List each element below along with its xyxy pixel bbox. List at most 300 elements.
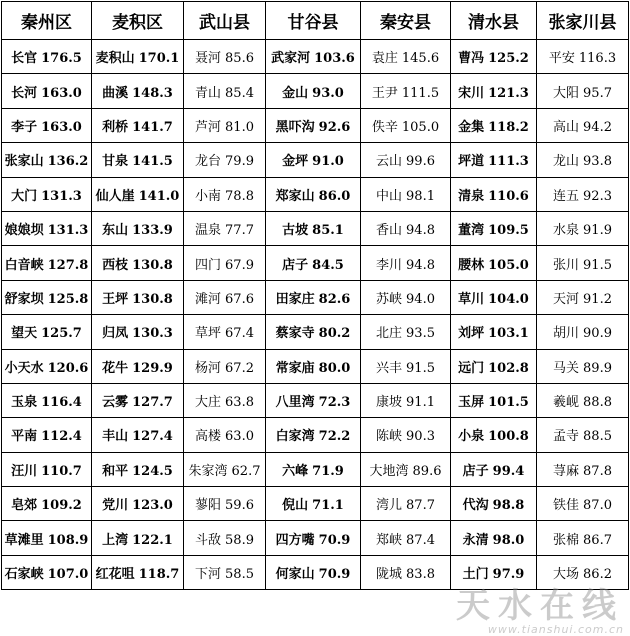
rainfall-value: 80.0 xyxy=(318,360,351,376)
rainfall-value: 123.0 xyxy=(132,498,173,514)
station-name: 袁庄 xyxy=(371,51,398,67)
station-name: 香山 xyxy=(376,223,403,239)
rainfall-value: 99.6 xyxy=(406,154,435,170)
station-name: 小南 xyxy=(195,188,222,204)
station-name: 舒家坝 xyxy=(4,291,44,307)
station-name: 兴丰 xyxy=(376,360,403,376)
table-cell xyxy=(266,349,361,383)
station-name: 杨河 xyxy=(195,360,222,376)
table-row xyxy=(2,211,629,245)
rainfall-value: 58.9 xyxy=(225,532,254,548)
table-cell xyxy=(92,452,184,486)
station-name: 六峰 xyxy=(282,463,309,479)
station-name: 八里湾 xyxy=(275,395,315,411)
rainfall-value: 107.0 xyxy=(47,567,89,583)
table-cell xyxy=(451,452,537,486)
station-name: 温泉 xyxy=(195,223,222,239)
table-cell xyxy=(361,211,451,245)
rainfall-value: 136.2 xyxy=(47,154,89,170)
rainfall-value: 101.5 xyxy=(488,395,529,411)
rainfall-value: 86.0 xyxy=(318,188,351,204)
station-name: 陇城 xyxy=(376,567,403,583)
station-name: 金坪 xyxy=(282,154,309,170)
rainfall-value: 141.7 xyxy=(132,119,173,135)
rainfall-value: 67.6 xyxy=(225,291,254,307)
rainfall-value: 98.1 xyxy=(406,188,435,204)
rainfall-value: 90.9 xyxy=(583,326,612,342)
table-cell xyxy=(92,74,184,108)
station-name: 龙山 xyxy=(553,154,580,170)
table-row xyxy=(2,40,629,74)
station-name: 永清 xyxy=(462,532,489,548)
station-name: 天河 xyxy=(553,291,580,307)
table-body xyxy=(2,40,629,590)
table-cell xyxy=(92,555,184,589)
table-cell xyxy=(451,177,537,211)
station-name: 陈峡 xyxy=(376,429,403,445)
station-name: 黑吓沟 xyxy=(275,119,315,135)
station-name: 白音峡 xyxy=(4,257,44,273)
rainfall-value: 127.8 xyxy=(47,257,89,273)
table-cell xyxy=(184,452,266,486)
rainfall-value: 85.6 xyxy=(225,51,254,67)
rainfall-value: 104.0 xyxy=(488,291,529,307)
rainfall-value: 95.7 xyxy=(583,85,612,101)
table-cell xyxy=(2,177,92,211)
table-cell xyxy=(2,521,92,555)
header-qinan: 秦安县 xyxy=(361,2,451,40)
table-cell xyxy=(266,74,361,108)
table-cell xyxy=(451,143,537,177)
station-name: 腰林 xyxy=(458,257,485,273)
station-name: 滩河 xyxy=(195,291,222,307)
table-cell xyxy=(537,452,629,486)
table-cell xyxy=(266,280,361,314)
table-cell xyxy=(266,143,361,177)
rainfall-value: 125.8 xyxy=(47,291,89,307)
table-cell xyxy=(184,383,266,417)
rainfall-value: 82.6 xyxy=(318,291,351,307)
table-cell xyxy=(266,40,361,74)
station-name: 佚辛 xyxy=(371,119,398,135)
watermark-url: www.tianshui.com.cn xyxy=(487,623,624,636)
table-row xyxy=(2,280,629,314)
rainfall-value: 71.9 xyxy=(312,463,344,479)
table-row xyxy=(2,246,629,280)
station-name: 大阳 xyxy=(553,85,580,101)
table-cell xyxy=(361,487,451,521)
table-cell xyxy=(361,280,451,314)
station-name: 荨麻 xyxy=(553,463,580,479)
rainfall-value: 89.6 xyxy=(412,463,442,479)
rainfall-value: 111.3 xyxy=(488,154,529,170)
table-cell xyxy=(537,74,629,108)
station-name: 草坪 xyxy=(195,326,222,342)
rainfall-value: 59.6 xyxy=(225,498,254,514)
station-name: 汪川 xyxy=(11,463,38,479)
table-cell xyxy=(537,418,629,452)
table-row xyxy=(2,487,629,521)
rainfall-value: 94.8 xyxy=(406,257,435,273)
station-name: 仙人崖 xyxy=(95,188,135,204)
rainfall-table xyxy=(1,1,629,590)
table-cell xyxy=(184,315,266,349)
table-cell xyxy=(266,315,361,349)
rainfall-value: 91.9 xyxy=(583,223,612,239)
table-row xyxy=(2,418,629,452)
rainfall-value: 92.6 xyxy=(318,119,351,135)
station-name: 花牛 xyxy=(102,360,129,376)
rainfall-value: 85.4 xyxy=(225,85,254,101)
table-cell xyxy=(451,246,537,280)
station-name: 常家庙 xyxy=(275,360,315,376)
station-name: 平南 xyxy=(11,429,38,445)
rainfall-value: 176.5 xyxy=(41,51,82,67)
table-cell xyxy=(361,40,451,74)
table-cell xyxy=(266,108,361,142)
table-cell xyxy=(451,418,537,452)
table-cell xyxy=(2,555,92,589)
rainfall-value: 91.5 xyxy=(583,257,612,273)
rainfall-value: 97.9 xyxy=(492,567,525,583)
station-name: 曲溪 xyxy=(102,85,129,101)
station-name: 宋川 xyxy=(458,85,485,101)
station-name: 娘娘坝 xyxy=(4,223,44,239)
table-cell xyxy=(361,349,451,383)
table-cell xyxy=(92,521,184,555)
station-name: 朱家湾 xyxy=(188,463,228,479)
station-name: 李子 xyxy=(11,119,38,135)
station-name: 羲岘 xyxy=(553,395,580,411)
station-name: 石家峡 xyxy=(4,567,44,583)
rainfall-value: 103.6 xyxy=(314,51,355,67)
table-row xyxy=(2,452,629,486)
rainfall-value: 110.7 xyxy=(41,463,82,479)
table-cell xyxy=(451,555,537,589)
table-cell xyxy=(451,349,537,383)
rainfall-value: 83.8 xyxy=(406,567,435,583)
station-name: 玉泉 xyxy=(11,395,38,411)
table-cell xyxy=(537,246,629,280)
table-cell xyxy=(537,555,629,589)
table-cell xyxy=(184,143,266,177)
station-name: 郑家山 xyxy=(275,188,315,204)
table-cell xyxy=(184,177,266,211)
table-row xyxy=(2,521,629,555)
table-cell xyxy=(361,108,451,142)
header-qingshui: 清水县 xyxy=(451,2,537,40)
header-wushan: 武山县 xyxy=(184,2,266,40)
watermark-text: 天水在线 xyxy=(456,586,624,626)
rainfall-value: 163.0 xyxy=(41,85,82,101)
table-cell xyxy=(361,452,451,486)
station-name: 张川 xyxy=(553,257,580,273)
station-name: 丰山 xyxy=(102,429,129,445)
table-cell xyxy=(92,315,184,349)
rainfall-value: 130.3 xyxy=(132,326,173,342)
rainfall-value: 99.4 xyxy=(492,463,525,479)
rainfall-value: 71.1 xyxy=(312,498,344,514)
rainfall-value: 67.4 xyxy=(225,326,254,342)
station-name: 云山 xyxy=(376,154,403,170)
rainfall-value: 133.9 xyxy=(132,223,173,239)
table-cell xyxy=(537,315,629,349)
station-name: 倪山 xyxy=(282,498,309,514)
table-cell xyxy=(92,383,184,417)
table-cell xyxy=(184,418,266,452)
station-name: 胡川 xyxy=(553,326,580,342)
rainfall-value: 84.5 xyxy=(312,257,344,273)
table-cell xyxy=(266,521,361,555)
table-cell xyxy=(2,315,92,349)
station-name: 苏峡 xyxy=(376,291,403,307)
station-name: 芦河 xyxy=(195,119,222,135)
header-row xyxy=(2,2,629,40)
rainfall-value: 121.3 xyxy=(488,85,529,101)
table-cell xyxy=(537,383,629,417)
station-name: 王尹 xyxy=(371,85,398,101)
table-cell xyxy=(2,211,92,245)
table-cell xyxy=(2,108,92,142)
rainfall-value: 77.7 xyxy=(225,223,254,239)
station-name: 斗敌 xyxy=(195,532,222,548)
table-cell xyxy=(266,555,361,589)
station-name: 四门 xyxy=(195,257,222,273)
station-name: 董湾 xyxy=(458,223,485,239)
rainfall-value: 127.7 xyxy=(132,395,173,411)
table-cell xyxy=(266,211,361,245)
rainfall-value: 86.7 xyxy=(583,532,612,548)
table-row xyxy=(2,349,629,383)
table-cell xyxy=(451,108,537,142)
table-row xyxy=(2,555,629,589)
table-cell xyxy=(2,280,92,314)
rainfall-value: 145.6 xyxy=(401,51,440,67)
table-cell xyxy=(92,177,184,211)
table-cell xyxy=(361,177,451,211)
rainfall-value: 102.8 xyxy=(488,360,529,376)
station-name: 康坡 xyxy=(376,395,403,411)
station-name: 大地湾 xyxy=(369,463,409,479)
station-name: 小天水 xyxy=(4,360,44,376)
rainfall-value: 120.6 xyxy=(47,360,89,376)
station-name: 武家河 xyxy=(271,51,311,67)
table-cell xyxy=(361,521,451,555)
table-row xyxy=(2,74,629,108)
rainfall-value: 80.2 xyxy=(318,326,351,342)
table-cell xyxy=(92,418,184,452)
rainfall-value: 70.9 xyxy=(318,532,351,548)
rainfall-value: 94.0 xyxy=(406,291,435,307)
rainfall-value: 72.3 xyxy=(318,395,351,411)
station-name: 曹冯 xyxy=(458,51,485,67)
rainfall-value: 87.0 xyxy=(583,498,612,514)
header-qinzhou: 秦州区 xyxy=(2,2,92,40)
station-name: 龙台 xyxy=(195,154,222,170)
table-cell xyxy=(361,315,451,349)
station-name: 利桥 xyxy=(102,119,129,135)
station-name: 长河 xyxy=(11,85,38,101)
station-name: 党川 xyxy=(102,498,129,514)
table-cell xyxy=(537,211,629,245)
rainfall-value: 127.4 xyxy=(132,429,173,445)
rainfall-value: 93.5 xyxy=(406,326,435,342)
rainfall-value: 108.9 xyxy=(47,532,89,548)
table-cell xyxy=(537,143,629,177)
rainfall-value: 58.5 xyxy=(225,567,254,583)
table-cell xyxy=(92,280,184,314)
table-cell xyxy=(184,74,266,108)
table-cell xyxy=(184,280,266,314)
rainfall-value: 87.8 xyxy=(583,463,612,479)
station-name: 高楼 xyxy=(195,429,222,445)
station-name: 水泉 xyxy=(553,223,580,239)
table-cell xyxy=(266,246,361,280)
station-name: 北庄 xyxy=(376,326,403,342)
station-name: 大门 xyxy=(11,188,38,204)
table-cell xyxy=(184,108,266,142)
rainfall-value: 112.4 xyxy=(41,429,82,445)
station-name: 红花咀 xyxy=(95,567,135,583)
station-name: 郑峡 xyxy=(376,532,403,548)
table-cell xyxy=(92,40,184,74)
rainfall-value: 63.8 xyxy=(225,395,254,411)
rainfall-value: 163.0 xyxy=(41,119,82,135)
table-cell xyxy=(266,383,361,417)
rainfall-value: 89.9 xyxy=(583,360,612,376)
station-name: 望天 xyxy=(11,326,38,342)
station-name: 草滩里 xyxy=(4,532,44,548)
header-maiji: 麦积区 xyxy=(92,2,184,40)
rainfall-value: 67.9 xyxy=(225,257,254,273)
table-cell xyxy=(451,280,537,314)
table-cell xyxy=(2,383,92,417)
rainfall-value: 88.5 xyxy=(583,429,612,445)
rainfall-value: 122.1 xyxy=(132,532,173,548)
station-name: 小泉 xyxy=(458,429,485,445)
table-cell xyxy=(184,487,266,521)
rainfall-value: 118.2 xyxy=(488,119,529,135)
rainfall-value: 72.2 xyxy=(318,429,351,445)
station-name: 中山 xyxy=(376,188,403,204)
station-name: 四方嘴 xyxy=(275,532,315,548)
table-row xyxy=(2,315,629,349)
rainfall-value: 109.5 xyxy=(488,223,529,239)
station-name: 蓼阳 xyxy=(195,498,222,514)
table-cell xyxy=(2,74,92,108)
station-name: 聂河 xyxy=(195,51,222,67)
station-name: 金山 xyxy=(282,85,309,101)
station-name: 归凤 xyxy=(102,326,129,342)
table-cell xyxy=(451,383,537,417)
station-name: 铁佳 xyxy=(553,498,580,514)
station-name: 大庄 xyxy=(195,395,222,411)
station-name: 刘坪 xyxy=(458,326,485,342)
station-name: 西枝 xyxy=(102,257,129,273)
table-cell xyxy=(361,555,451,589)
rainfall-value: 91.0 xyxy=(312,154,344,170)
rainfall-value: 78.8 xyxy=(225,188,254,204)
table-cell xyxy=(2,418,92,452)
station-name: 店子 xyxy=(282,257,309,273)
station-name: 田家庄 xyxy=(275,291,315,307)
table-cell xyxy=(537,108,629,142)
table-cell xyxy=(451,487,537,521)
station-name: 古坡 xyxy=(282,223,309,239)
rainfall-value: 63.0 xyxy=(225,429,254,445)
station-name: 草川 xyxy=(458,291,485,307)
table-cell xyxy=(2,40,92,74)
station-name: 皂郊 xyxy=(11,498,38,514)
station-name: 平安 xyxy=(548,51,575,67)
table-cell xyxy=(266,177,361,211)
station-name: 高山 xyxy=(553,119,580,135)
station-name: 代沟 xyxy=(462,498,489,514)
table-cell xyxy=(2,349,92,383)
station-name: 白家湾 xyxy=(275,429,315,445)
rainfall-value: 81.0 xyxy=(225,119,254,135)
station-name: 李川 xyxy=(376,257,403,273)
table-cell xyxy=(537,40,629,74)
table-cell xyxy=(92,108,184,142)
table-cell xyxy=(266,487,361,521)
station-name: 金集 xyxy=(458,119,485,135)
rainfall-value: 88.8 xyxy=(583,395,612,411)
table-cell xyxy=(451,315,537,349)
rainfall-value: 98.8 xyxy=(492,498,525,514)
rainfall-value: 170.1 xyxy=(138,51,180,67)
rainfall-value: 86.2 xyxy=(583,567,612,583)
rainfall-value: 93.0 xyxy=(312,85,344,101)
rainfall-value: 105.0 xyxy=(401,119,440,135)
rainfall-value: 141.0 xyxy=(138,188,180,204)
rainfall-value: 131.3 xyxy=(41,188,82,204)
rainfall-value: 90.3 xyxy=(406,429,435,445)
table-cell xyxy=(184,349,266,383)
rainfall-value: 91.2 xyxy=(583,291,612,307)
table-cell xyxy=(184,246,266,280)
rainfall-value: 110.6 xyxy=(488,188,529,204)
table-cell xyxy=(92,143,184,177)
rainfall-value: 79.9 xyxy=(225,154,254,170)
rainfall-value: 85.1 xyxy=(312,223,344,239)
station-name: 远门 xyxy=(458,360,485,376)
watermark xyxy=(456,588,624,636)
rainfall-value: 62.7 xyxy=(231,463,261,479)
table-cell xyxy=(361,418,451,452)
station-name: 何家山 xyxy=(275,567,315,583)
rainfall-value: 109.2 xyxy=(41,498,82,514)
rainfall-value: 116.3 xyxy=(578,51,617,67)
table-cell xyxy=(537,280,629,314)
station-name: 土门 xyxy=(462,567,489,583)
table-row xyxy=(2,108,629,142)
rainfall-value: 94.2 xyxy=(583,119,612,135)
rainfall-value: 93.8 xyxy=(583,154,612,170)
rainfall-value: 125.2 xyxy=(488,51,529,67)
table-cell xyxy=(451,521,537,555)
station-name: 麦积山 xyxy=(95,51,135,67)
table-cell xyxy=(2,246,92,280)
station-name: 马关 xyxy=(553,360,580,376)
rainfall-value: 91.5 xyxy=(406,360,435,376)
table-cell xyxy=(92,487,184,521)
rainfall-value: 67.2 xyxy=(225,360,254,376)
rainfall-value: 131.3 xyxy=(47,223,89,239)
rainfall-value: 87.7 xyxy=(406,498,435,514)
rainfall-value: 129.9 xyxy=(132,360,173,376)
rainfall-value: 70.9 xyxy=(318,567,351,583)
